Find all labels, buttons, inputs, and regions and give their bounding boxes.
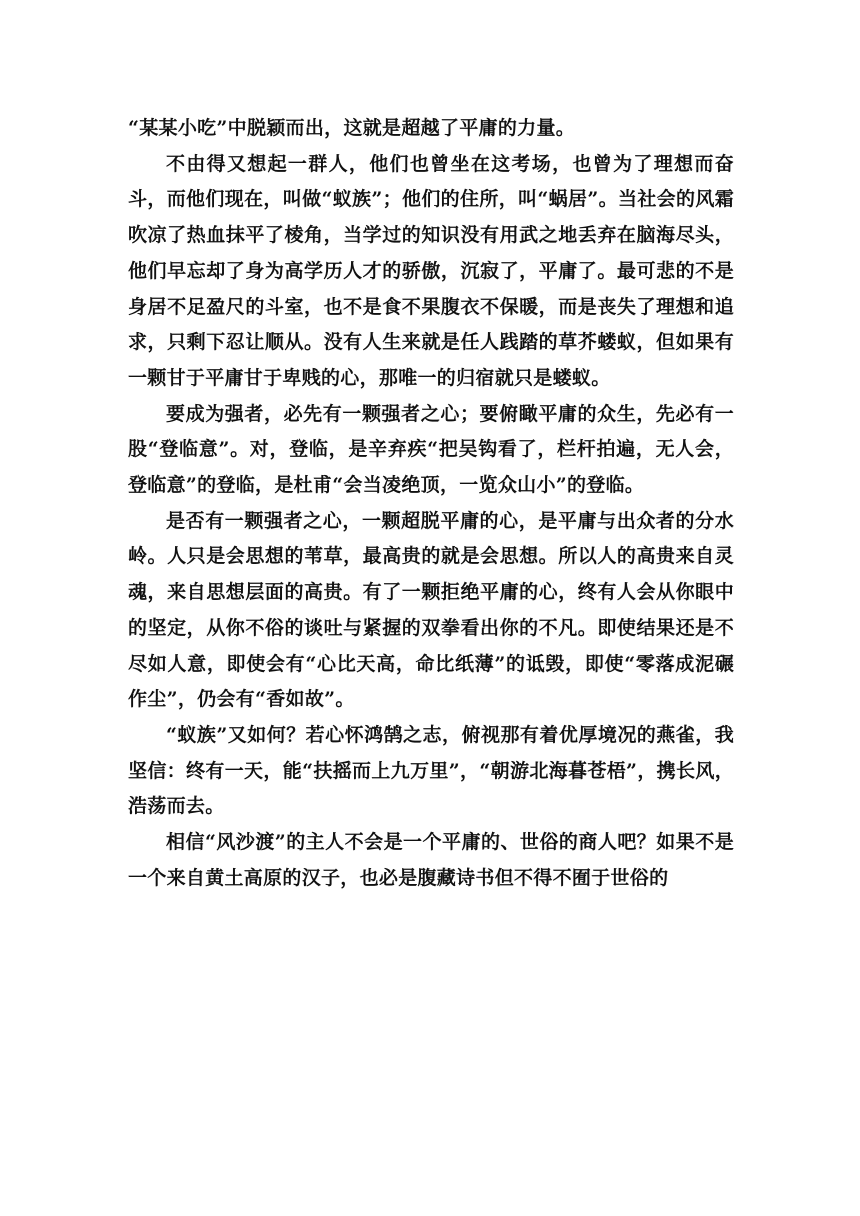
- paragraph-3: 要成为强者，必先有一颗强者之心；要俯瞰平庸的众生，先必有一股“登临意”。对，登临，是辛弃疾“把吴钩看了，栏杆拍遍，无人会，登临意”的登临，是杜甫“会当凌绝顶，一览众山小”的登临。: [128, 402, 734, 497]
- paragraph-2: 不由得又想起一群人，他们也曾坐在这考场，也曾为了理想而奋斗，而他们现在，叫做“蚁族”；他们的住所，叫“蜗居”。当社会的风霜吹凉了热血抹平了棱角，当学过的知识没有用武之地丢弃在脑海尽头，他们早忘却了身为高学历人才的骄傲，沉寂了，平庸了。最可悲的不是身居不足盈尺的斗室，也不是食不果腹衣不保暖，而是丧失了理想和追求，只剩下忍让顺从。没有人生来就是任人践踏的草芥蝼蚁，但如果有一颗甘于平庸甘于卑贱的心，那唯一的归宿就只是蝼蚁。: [128, 152, 734, 389]
- paragraph-5: “蚁族”又如何？若心怀鸿鹄之志，俯视那有着优厚境况的燕雀，我坚信：终有一天，能“扶摇而上九万里”，“朝游北海暮苍梧”，携长风，浩荡而去。: [128, 723, 734, 818]
- paragraph-4: 是否有一颗强者之心，一颗超脱平庸的心，是平庸与出众者的分水岭。人只是会思想的苇草，最高贵的就是会思想。所以人的高贵来自灵魂，来自思想层面的高贵。有了一颗拒绝平庸的心，终有人会从你眼中的坚定，从你不俗的谈吐与紧握的双拳看出你的不凡。即使结果还是不尽如人意，即使会有“心比天高，命比纸薄”的诋毁，即使“零落成泥碾作尘”，仍会有“香如故”。: [128, 509, 734, 711]
- paragraph-6: 相信“风沙渡”的主人不会是一个平庸的、世俗的商人吧？如果不是一个来自黄土高原的汉子，也必是腹藏诗书但不得不囿于世俗的: [128, 831, 734, 889]
- document-page: [128, 111, 734, 896]
- paragraph-1: “某某小吃”中脱颖而出，这就是超越了平庸的力量。: [128, 117, 576, 139]
